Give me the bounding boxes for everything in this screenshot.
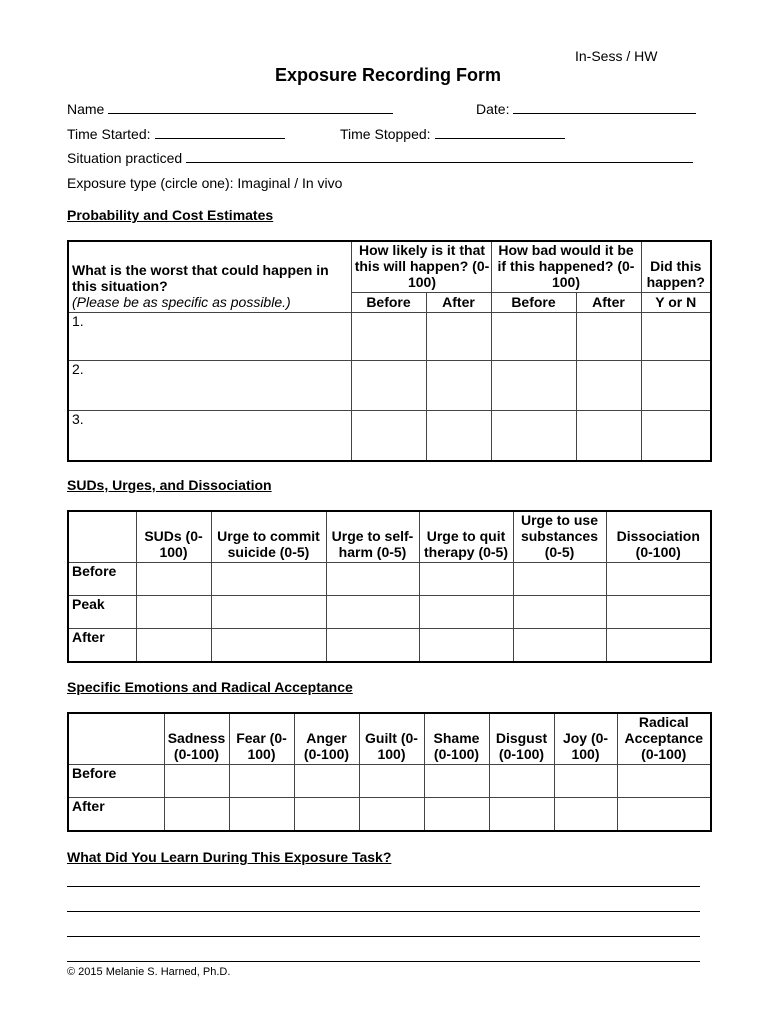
cell[interactable]	[294, 798, 359, 831]
cell[interactable]	[229, 798, 294, 831]
cell[interactable]	[489, 798, 554, 831]
cell[interactable]	[326, 563, 419, 596]
yn-header: Y or N	[641, 293, 711, 313]
worst-case-header: What is the worst that could happen in this situation? (Please be as specific as possible.)	[68, 241, 351, 313]
cell[interactable]	[136, 629, 211, 662]
date-label: Date:	[476, 101, 510, 117]
likely-before-header: Before	[351, 293, 426, 313]
cell[interactable]	[426, 411, 491, 461]
time-stopped-label: Time Stopped:	[340, 126, 431, 142]
row-label: Peak	[68, 596, 136, 629]
did-happen-header: Did this happen?	[641, 241, 711, 293]
cell[interactable]	[164, 765, 229, 798]
cell[interactable]	[164, 798, 229, 831]
column-header: Radical Acceptance (0-100)	[617, 713, 711, 765]
copyright-footer: © 2015 Melanie S. Harned, Ph.D.	[67, 966, 231, 978]
table-row	[68, 798, 711, 831]
column-header: Dissociation (0-100)	[606, 511, 711, 563]
situation-field[interactable]	[67, 150, 693, 166]
cell[interactable]	[426, 361, 491, 411]
cell[interactable]	[489, 765, 554, 798]
cell[interactable]	[641, 313, 711, 361]
row-label[interactable]: 3.	[68, 411, 351, 461]
cell[interactable]	[326, 596, 419, 629]
likely-after-header: After	[426, 293, 491, 313]
learn-line-3[interactable]	[67, 936, 700, 937]
cell[interactable]	[351, 313, 426, 361]
cell[interactable]	[211, 629, 326, 662]
page-title: Exposure Recording Form	[275, 65, 502, 85]
cell[interactable]	[513, 629, 606, 662]
table-row	[68, 563, 711, 596]
row-label[interactable]: 2.	[68, 361, 351, 411]
table-row	[68, 765, 711, 798]
column-header: Urge to commit suicide (0-5)	[211, 511, 326, 563]
table-row	[68, 313, 711, 361]
column-header: Urge to self-harm (0-5)	[326, 511, 419, 563]
learn-line-1[interactable]	[67, 886, 700, 887]
cell[interactable]	[576, 411, 641, 461]
cell[interactable]	[554, 798, 617, 831]
corner-label: In-Sess / HW	[575, 48, 658, 64]
section-heading-suds: SUDs, Urges, and Dissociation	[67, 477, 272, 493]
cell[interactable]	[606, 563, 711, 596]
cell[interactable]	[294, 765, 359, 798]
bad-after-header: After	[576, 293, 641, 313]
column-header: Sadness (0-100)	[164, 713, 229, 765]
cell[interactable]	[136, 563, 211, 596]
learn-line-4	[67, 961, 700, 962]
time-started-field[interactable]	[67, 126, 285, 142]
cell[interactable]	[419, 596, 513, 629]
learn-line-2[interactable]	[67, 911, 700, 912]
cell[interactable]	[641, 411, 711, 461]
column-header: Joy (0-100)	[554, 713, 617, 765]
cell[interactable]	[617, 798, 711, 831]
cell[interactable]	[576, 313, 641, 361]
cell[interactable]	[211, 563, 326, 596]
row-label[interactable]: 1.	[68, 313, 351, 361]
cell[interactable]	[136, 596, 211, 629]
cell[interactable]	[419, 629, 513, 662]
cell[interactable]	[554, 765, 617, 798]
table-row	[68, 361, 711, 411]
section-heading-emotions: Specific Emotions and Radical Acceptance	[67, 679, 353, 695]
cell[interactable]	[491, 411, 576, 461]
table-row	[68, 629, 711, 662]
cell[interactable]	[351, 361, 426, 411]
cell[interactable]	[513, 563, 606, 596]
row-label: After	[68, 629, 136, 662]
table-row	[68, 411, 711, 461]
cell[interactable]	[424, 765, 489, 798]
table-row	[68, 596, 711, 629]
probability-table	[67, 240, 712, 462]
column-header: Urge to quit therapy (0-5)	[419, 511, 513, 563]
name-field[interactable]	[67, 101, 393, 117]
suds-table	[67, 510, 712, 663]
cell[interactable]	[606, 629, 711, 662]
situation-label: Situation practiced	[67, 150, 183, 166]
row-label: Before	[68, 563, 136, 596]
column-header: Urge to use substances (0-5)	[513, 511, 606, 563]
column-header: SUDs (0-100)	[136, 511, 211, 563]
exposure-type-field[interactable]: Exposure type (circle one): Imaginal / In vivo	[67, 175, 343, 191]
row-label: Before	[68, 765, 164, 798]
column-header: Anger (0-100)	[294, 713, 359, 765]
date-field[interactable]	[476, 101, 696, 117]
cell[interactable]	[359, 765, 424, 798]
cell[interactable]	[491, 361, 576, 411]
cell[interactable]	[617, 765, 711, 798]
name-label: Name	[67, 101, 105, 117]
column-header: Guilt (0-100)	[359, 713, 424, 765]
column-header: Disgust (0-100)	[489, 713, 554, 765]
cell[interactable]	[576, 361, 641, 411]
cell[interactable]	[491, 313, 576, 361]
time-started-label: Time Started:	[67, 126, 151, 142]
cell[interactable]	[426, 313, 491, 361]
column-header: Fear (0-100)	[229, 713, 294, 765]
cell[interactable]	[229, 765, 294, 798]
corner-cell	[68, 713, 164, 765]
emotions-table	[67, 712, 712, 832]
cell[interactable]	[424, 798, 489, 831]
bad-before-header: Before	[491, 293, 576, 313]
severity-header: How bad would it be if this happened? (0-100)	[491, 241, 641, 293]
corner-cell	[68, 511, 136, 563]
row-label: After	[68, 798, 164, 831]
cell[interactable]	[359, 798, 424, 831]
cell[interactable]	[211, 596, 326, 629]
cell[interactable]	[351, 411, 426, 461]
cell[interactable]	[326, 629, 419, 662]
section-heading-probability: Probability and Cost Estimates	[67, 207, 274, 223]
column-header: Shame (0-100)	[424, 713, 489, 765]
cell[interactable]	[513, 596, 606, 629]
section-heading-learn: What Did You Learn During This Exposure Task?	[67, 849, 392, 865]
cell[interactable]	[606, 596, 711, 629]
cell[interactable]	[419, 563, 513, 596]
cell[interactable]	[641, 361, 711, 411]
time-stopped-field[interactable]	[340, 126, 565, 142]
likelihood-header: How likely is it that this will happen? (0-100)	[351, 241, 491, 293]
